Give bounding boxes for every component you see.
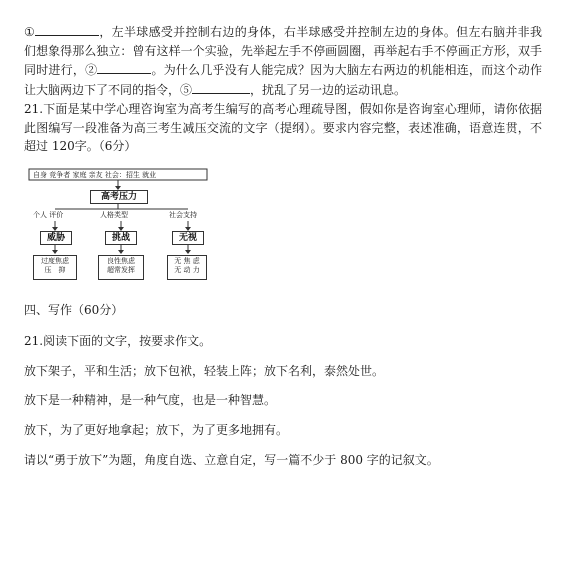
answer-blank-3 [192,80,250,94]
stress-diagram [28,168,218,286]
q20-text-c: ，扰乱了另一边的运动讯息。 [250,82,407,97]
q20-paragraph [24,22,542,99]
circle-marker-3: ⑤ [180,82,193,97]
diagram-result-3-line2: 无 动 力 [174,266,200,274]
arrowhead-result-1 [52,250,58,254]
diagram-result-3-line1: 无 焦 虑 [174,257,200,265]
q21-paragraph: 21.下面是某中学心理咨询室为高考生编写的高考心理疏导图，假如你是咨询室心理师，请你依据此图编写一段准备为高三考生减压交流的文字（提纲）。要求内容完整，表述准确，语意连贯，不超过 120字。（6分） [24,102,542,153]
diagram-result-1-line2: 压 抑 [44,266,66,274]
writing-instruction: 21.阅读下面的文字，按要求作文。 [24,334,212,348]
diagram-response-3: 无视 [172,231,204,245]
diagram-response-2: 挑战 [105,231,137,245]
diagram-response-1: 威胁 [40,231,72,245]
q20-text-a: ，左半球感受并控制右边的身体，右半球感受并控制左边的身体。但左右脑并非我们想象得那么独立：曾有这样一个实验，先举起左手不停画圆圈，再举起右手不停画正方形，双手同时进行， [24,25,542,77]
diagram-top-line: 自身 竞争者 家庭 亲友 社会：招生 就业 [33,171,157,179]
circle-marker-1: ① [24,25,36,39]
arrowhead-result-3 [185,250,191,254]
writing-line-2: 放下是一种精神，是一种气度，也是一种智慧。 [24,393,277,407]
diagram-result-3 [167,255,207,280]
q20-text-b: 。为什么几乎没有人能完成？因为大脑左右两边的机能相连，而这个动作让大脑两边下了不同的指令， [24,63,542,97]
arrowhead-result-2 [118,250,124,254]
diagram-center-box: 高考压力 [90,190,148,204]
diagram-result-1 [33,255,77,280]
writing-line-3: 放下，为了更好地拿起；放下，为了更多地拥有。 [24,423,289,437]
diagram-result-2 [98,255,144,280]
diagram-factor-3: 社会支持 [169,211,197,219]
diagram-factor-2: 人格类型 [100,211,128,219]
diagram-result-2-line1: 良性焦虑 [107,257,135,265]
diagram-factor-1: 个人 评价 [33,211,64,219]
writing-task: 请以“勇于放下”为题，角度自选、立意自定，写一篇不少于 800 字的记叙文。 [24,453,439,467]
writing-line-1: 放下架子，平和生活；放下包袱，轻装上阵；放下名利，泰然处世。 [24,364,385,378]
answer-blank-2 [97,60,151,74]
diagram-result-1-line1: 过度焦虑 [41,257,69,265]
answer-blank-1 [35,22,99,36]
diagram-result-2-line2: 超常发挥 [107,266,135,274]
section-heading: 四、写作（60分） [24,303,124,317]
circle-marker-2: ② [85,63,98,77]
